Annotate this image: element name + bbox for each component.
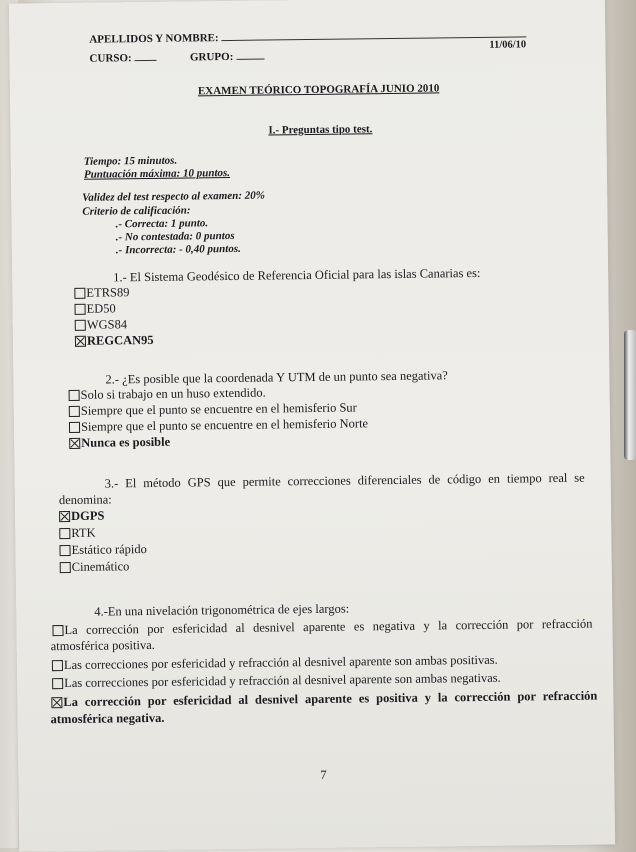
checkbox-unchecked-icon[interactable] — [52, 678, 63, 689]
q3-option-3[interactable]: Estático rápido — [59, 542, 147, 558]
question-2-text: 2.- ¿Es posible que la coordenada Y UTM de un punto sea negativa? — [105, 368, 448, 387]
group-line — [236, 58, 264, 60]
checkbox-unchecked-icon[interactable] — [74, 288, 85, 299]
checkbox-unchecked-icon[interactable] — [69, 422, 80, 433]
max-score: Puntuación máxima: 10 puntos. — [83, 166, 231, 181]
checkbox-checked-icon[interactable] — [69, 438, 80, 449]
name-line — [221, 35, 526, 41]
checkbox-unchecked-icon[interactable] — [59, 545, 70, 556]
q2-option-4[interactable]: Nunca es posible — [69, 435, 170, 451]
question-1-text: 1.- El Sistema Geodésico de Referencia Oficial para las islas Canarias es: — [113, 265, 481, 285]
checkbox-unchecked-icon[interactable] — [69, 406, 80, 417]
group-label: GRUPO: — [189, 50, 234, 64]
checkbox-unchecked-icon[interactable] — [69, 390, 80, 401]
checkbox-unchecked-icon[interactable] — [52, 625, 63, 636]
exam-date: 11/06/10 — [489, 39, 527, 51]
q2-option-2[interactable]: Siempre que el punto se encuentre en el hemisferio Sur — [69, 400, 357, 419]
time-info: Tiempo: 15 minutos. — [83, 154, 178, 168]
name-label: APELLIDOS Y NOMBRE: — [89, 28, 526, 45]
checkbox-unchecked-icon[interactable] — [60, 562, 71, 573]
validity-info: Validez del test respecto al examen: 20% — [82, 189, 265, 204]
q1-option-2[interactable]: ED50 — [74, 301, 115, 317]
page-number: 7 — [320, 767, 327, 782]
q1-option-1[interactable]: ETRS89 — [74, 285, 129, 301]
question-3-text-line1: 3.- El método GPS que permite correcciones diferenciales de código en tiempo real se — [104, 470, 585, 491]
checkbox-checked-icon[interactable] — [75, 336, 86, 347]
q4-option-4[interactable]: La corrección por esfericidad al desnivel aparente es positiva y la corrección por refracción — [51, 689, 597, 711]
exam-page — [9, 0, 615, 852]
checkbox-checked-icon[interactable] — [51, 697, 62, 708]
q4-option-1-line2: atmosférica positiva. — [50, 637, 155, 654]
q1-option-3[interactable]: WGS84 — [75, 317, 127, 333]
checkbox-checked-icon[interactable] — [59, 511, 70, 522]
course-label: CURSO: — [89, 52, 132, 65]
criteria-blank: .- No contestada: 0 puntos — [115, 229, 235, 244]
course-line — [134, 59, 156, 61]
checkbox-unchecked-icon[interactable] — [52, 660, 63, 671]
question-4-text: 4.-En una nivelación trigonométrica de ejes largos: — [94, 601, 350, 619]
criteria-label: Criterio de calificación: — [82, 204, 191, 218]
q4-option-2[interactable]: Las correcciones por esfericidad y refracción al desnivel aparente son ambas positivas. — [52, 653, 498, 673]
q3-option-1[interactable]: DGPS — [59, 509, 105, 525]
q1-option-4[interactable]: REGCAN95 — [75, 333, 154, 349]
section-title: I.- Preguntas tipo test. — [268, 123, 373, 137]
pen-on-desk — [624, 330, 636, 460]
q2-option-1[interactable]: Solo si trabajo en un huso extendido. — [69, 386, 266, 403]
exam-title: EXAMEN TEÓRICO TOPOGRAFÍA JUNIO 2010 — [197, 82, 440, 98]
course-group-row — [89, 51, 264, 65]
q4-option-4-line2: atmosférica negativa. — [50, 710, 165, 727]
q2-option-3[interactable]: Siempre que el punto se encuentre en el hemisferio Norte — [69, 416, 368, 435]
checkbox-unchecked-icon[interactable] — [75, 320, 86, 331]
criteria-wrong: .- Incorrecta: - 0,40 puntos. — [115, 242, 241, 257]
checkbox-unchecked-icon[interactable] — [59, 528, 70, 539]
q4-option-3[interactable]: Las correcciones por esfericidad y refracción al desnivel aparente son ambas negativas. — [52, 671, 501, 691]
q3-option-2[interactable]: RTK — [59, 526, 95, 541]
q4-option-1[interactable]: La corrección por esfericidad al desnivel aparente es negativa y la corrección por refracción — [52, 617, 592, 639]
checkbox-unchecked-icon[interactable] — [75, 304, 86, 315]
q3-option-4[interactable]: Cinemático — [60, 559, 130, 575]
criteria-correct: .- Correcta: 1 punto. — [115, 217, 209, 231]
question-3-text-line2: denomina: — [58, 492, 112, 508]
